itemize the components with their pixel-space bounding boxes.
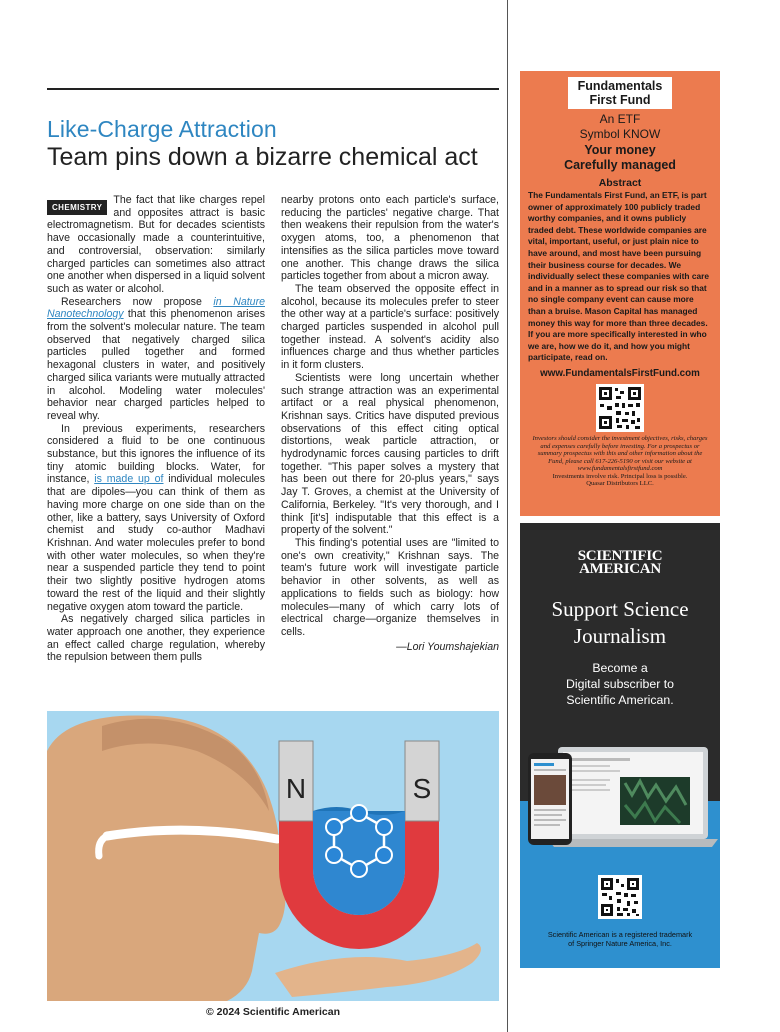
byline: —Lori Youmshajekian — [396, 640, 499, 653]
fund-abstract-heading: Abstract — [598, 177, 642, 189]
made-up-of-link[interactable]: is made up of — [94, 473, 164, 486]
article-illustration — [47, 711, 499, 1001]
paragraph: The fact that like charges repel and opposites attract is basic electromagnetism. But for decades scientists have occasionally made a counterintuitive, and controversial, observation: similarly charged particles can sometimes also attract one another when dispersed in a liquid solvent such as water or alcohol. — [47, 194, 265, 295]
section-tag: CHEMISTRY — [47, 200, 107, 215]
fund-slogan: Your money Carefully managed — [564, 143, 676, 172]
sciam-ad-headline: Support Science Journalism — [551, 597, 689, 648]
sciam-qr-code-icon[interactable] — [598, 875, 642, 919]
article-column-2 — [281, 194, 499, 653]
copyright-notice: © 2024 Scientific American — [206, 1006, 340, 1018]
fund-etf-info: An ETF Symbol KNOW — [579, 112, 661, 141]
fund-distributor: Quasar Distributors LLC. — [586, 480, 654, 488]
top-rule — [47, 88, 499, 90]
sciam-ad-subtext: Become a Digital subscriber to Scientific American. — [566, 661, 674, 707]
sciam-subscription-advertisement[interactable] — [520, 523, 720, 968]
paragraph: Scientists were long uncertain whether such strange attraction was an experimental artifact or a real physical phenomenon, Krishnan says. Critics have disputed previous observations of this effect citing optical distortions, weak particle attraction, or hydrodynamic forces causing particles to drift together. "This paper solves a mystery that has been out there for 20-plus years," says Jay T. Groves, a chemist at the University of California, Berkeley. "It's very thorough, and I think [it's] indisputable that this effect is a property of the solvent." — [281, 371, 499, 537]
paragraph: This finding's potential uses are "limited to one's own creativity," Krishnan says. The team's future work will investigate particle behavior in other solvents, as well as applications to fields such as biology: how molecules—many of which carry lots of electrical charge—organize themselves in cells. — [281, 536, 499, 638]
fund-advertisement[interactable] — [520, 71, 720, 516]
devices-icon — [520, 745, 720, 855]
paragraph-text: In previous experiments, researchers considered a fluid to be one continuous substance, but this ignores the influence of its tiny atomic building blocks. Water, for instance, — [47, 422, 265, 486]
article-headline: Team pins down a bizarre chemical act — [47, 143, 478, 171]
magnet-s-label: S — [412, 773, 432, 804]
article-kicker: Like-Charge Attraction — [47, 116, 277, 142]
fund-disclaimer-risk: Investments involve risk. Principal loss is possible. — [552, 472, 688, 480]
paragraph: As negatively charged silica particles in water approach one another, they experience an effect called charge regulation, whereby the repulsion between them pulls — [47, 613, 265, 664]
nature-nanotechnology-link[interactable]: in Nature Nanotechnology — [47, 295, 265, 321]
page-divider — [507, 0, 508, 1032]
fund-title: Fundamentals First Fund — [568, 77, 672, 109]
fund-url-link[interactable]: www.FundamentalsFirstFund.com — [540, 367, 700, 379]
sciam-trademark-notice: Scientific American is a registered trademark of Springer Nature America, Inc. — [547, 930, 693, 948]
article-column-1 — [47, 194, 265, 664]
paragraph: The team observed the opposite effect in alcohol, because its molecules prefer to steer the other way at a particle's surface: positively charged particles suspended in alcohol pull together instead. A solvent's acidity also influences charge and thus whether particles in it form clusters. — [281, 282, 499, 372]
paragraph-text: Researchers now propose — [61, 295, 214, 308]
fund-qr-code-icon[interactable] — [596, 384, 644, 432]
paragraph: nearby protons onto each particle's surface, reducing the particles' negative charge. That then weakens their repulsion from the water's oxygen atoms, too, a phenomenon that intensifies as the silica particles move toward one another. This change draws the silica particles together from about a micron away. — [281, 194, 499, 283]
magnet-n-label: N — [285, 773, 307, 804]
fund-abstract: The Fundamentals First Fund, an ETF, is part owner of approximately 100 publicly traded worthy companies, and it owns publicly traded debt. These worldwide companies are vital, important, useful, or just plain nice to have around, and most have been pursuing their business course for decades. We individually select these companies with care and in a manner as to spread our risk so that no single company event can cause more than a bruise. Mason Capital has managed money this way for more than three decades. If you are more specifically interested in who we are, how we do it, and how you might participate, read on. — [528, 190, 710, 363]
fund-disclaimer: Investors should consider the investment objectives, risks, charges and expenses carefully before investing. For a prospectus or summary prospectus with this and other information about the Fund, please call 617-226-5190 or visit our website at www.fundamentalsfirstfund.com — [532, 434, 708, 473]
magnet-illustration — [47, 711, 499, 1001]
paragraph-text: that this phenomenon arises from the solvent's molecular nature. The team observed that negatively charged silica particles pulled together and formed hexagonal clusters in water, and positively charged silica variants were mutually attracted in alcohol. Modeling water molecules' behavior near charged particles helped to reveal why. — [47, 308, 265, 422]
paragraph-text: individual molecules that are dipoles—you can think of them as having more charge on one side than on the other, like a battery, says University of Oxford chemist and study co-author Madhavi Krishnan. And water molecules prefer to bond with other water molecules, so when they're near a suspended particle they tend to point their two slightly positive hydrogen atoms toward the rest of the liquid and their slightly negative oxygen atom toward the particle. — [47, 473, 265, 613]
sciam-logo: SCIENTIFIC AMERICAN — [577, 548, 663, 577]
